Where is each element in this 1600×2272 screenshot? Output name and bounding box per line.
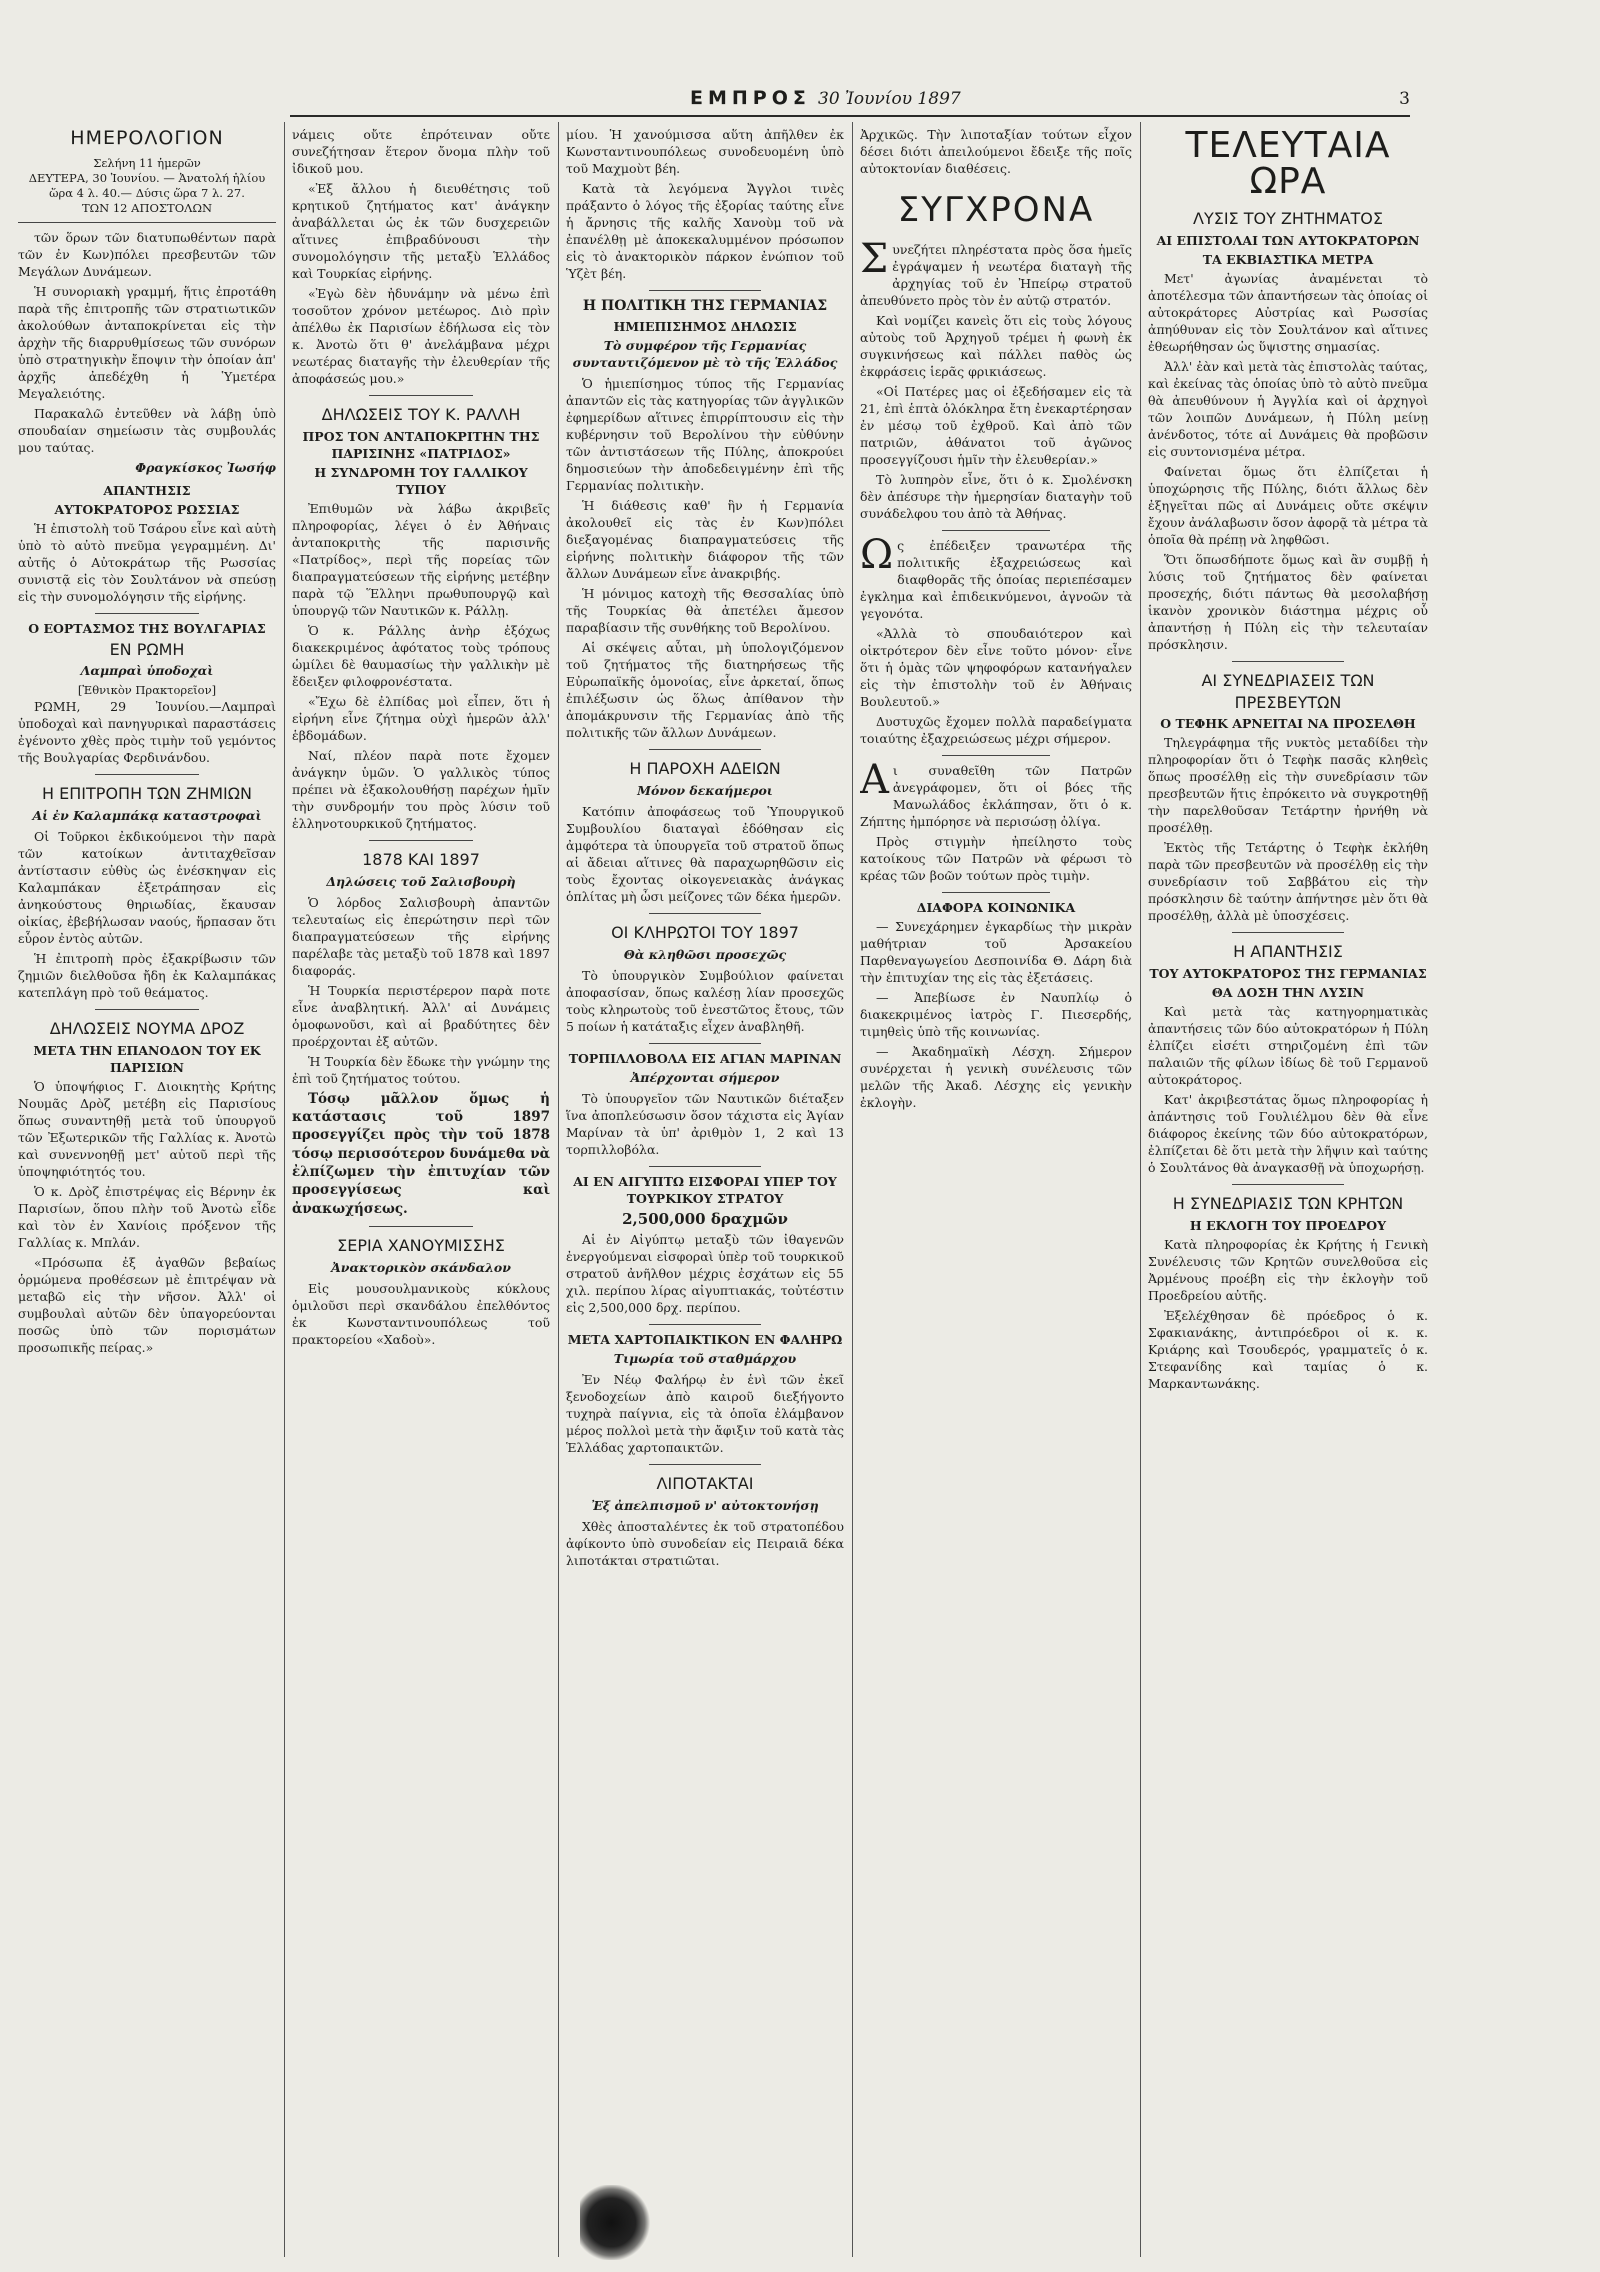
paragraph: Ὅτι ὅπωσδήποτε ὅμως καὶ ἂν συμβῇ ἡ λύσις τοῦ ζητήματος δὲν φαίνεται προσεχής, διότι πάντως θὰ μεσολαβήσῃ ἱκανὸν χρονικὸν διάστημα μέχρις οὗ ἀπαντήσῃ ἡ Πύλη εἰς τὴν τελευταίαν πρόσκλησιν. <box>1148 551 1428 652</box>
paragraph: Ἡ ἐπιστολὴ τοῦ Τσάρου εἶνε καὶ αὐτὴ ὑπὸ τὸ αὐτὸ πνεῦμα γεγραμμένη. Δι' αὐτῆς ὁ Αὐτοκράτωρ τῆς Ρωσσίας συνιστᾷ εἰς τὸν Σουλτάνον νὰ σπεύσῃ εἰς τὴν συνομολόγησιν τῆς εἰρήνης. <box>18 520 276 604</box>
column-rule <box>558 122 559 2257</box>
section-subheading: ΤΟΥ ΑΥΤΟΚΡΑΤΟΡΟΣ ΤΗΣ ΓΕΡΜΑΝΙΑΣ <box>1149 966 1427 981</box>
section-subheading: Η ΕΚΛΟΓΗ ΤΟΥ ΠΡΟΕΔΡΟΥ <box>1189 1217 1387 1233</box>
divider <box>1232 932 1344 933</box>
section-subheading: ΘΑ ΔΟΣΗ ΤΗΝ ΛΥΣΙΝ <box>1211 985 1365 1000</box>
divider <box>649 1464 760 1465</box>
paragraph: Ἐκτὸς τῆς Τετάρτης ὁ Τεφὴκ ἐκλήθη παρὰ τῶν πρεσβευτῶν νὰ προσέλθῃ εἰς τὴν συνεδρίασιν τοῦ Σαββάτου εἰς τὴν πρόσκλησιν δὲ ταύτην ἀπήντησε μὲν ὅτι θὰ προσέλθῃ, ἀλλὰ μὲ ὑποσχέσεις. <box>1148 840 1428 924</box>
calendar-line: Σελήνη 11 ἡμερῶν <box>93 155 201 170</box>
section-heading: Η ΑΠΑΝΤΗΣΙΣ <box>1233 942 1343 962</box>
paragraph: τῶν ὅρων τῶν διατυπωθέντων παρὰ τῶν ἐν Κων)πόλει πρεσβευτῶν τῶν Μεγάλων Δυνάμεων. <box>18 229 276 279</box>
column-rule <box>852 122 853 2257</box>
divider <box>95 613 198 614</box>
paragraph: Ἐπιθυμῶν νὰ λάβω ἀκριβεῖς πληροφορίας, λέγει ὁ ἐν Ἀθήναις ἀνταποκριτὴς τῆς παρισινῆς «Πατρίδος», περὶ τῆς πορείας τῶν διαπραγματεύσεων τῆς εἰρήνης μετέβην παρὰ τῷ Ἕλληνι πρωθυπουργῷ καὶ ὑπουργῷ τῶν Ναυτικῶν κ. Ράλλῃ. <box>292 500 550 618</box>
section-heading: 1878 ΚΑΙ 1897 <box>362 849 480 869</box>
paragraph: νάμεις οὔτε ἐπρότειναν οὔτε συνεζήτησαν ἕτερον ὄνομα πλὴν τοῦ ἰδικοῦ μου. <box>292 127 550 176</box>
divider <box>649 290 760 291</box>
paragraph: Χθὲς ἀποσταλέντες ἐκ τοῦ στρατοπέδου ἀφίκοντο ὑπὸ συνοδείαν εἰς Πειραιᾶ δέκα λιποτάκται στρατιῶται. <box>566 1518 844 1568</box>
drop-cap: Α <box>860 757 889 804</box>
paragraph: Φαίνεται ὅμως ὅτι ἐλπίζεται ἡ ὑποχώρησις τῆς Πύλης, διότι ἄλλως δὲν ἐξηγεῖται πῶς αἱ Δυνάμεις οὔτε σκέψιν ἔχουν ἀνάλαβωσιν ὅσον ἀφορᾷ τὰ μέτρα τὰ ὁποῖα θὰ πρέπῃ νὰ ληφθῶσι. <box>1148 463 1428 547</box>
calendar-line: ΔΕΥΤΕΡΑ, 30 Ἰουνίου. — Ἀνατολή ἡλίου ὥρα 4 λ. 40.— Δύσις ὥρα 7 λ. 27. <box>28 170 266 200</box>
section-heading: ΔΙΑΦΟΡΑ ΚΟΙΝΩΝΙΚΑ <box>916 900 1076 916</box>
page-number: 3 <box>1399 89 1410 109</box>
section-heading: Η ΠΑΡΟΧΗ ΑΔΕΙΩΝ <box>629 759 781 779</box>
section-subheading: ΤΑ ΕΚΒΙΑΣΤΙΚΑ ΜΕΤΡΑ <box>1202 251 1374 267</box>
divider <box>942 892 1051 893</box>
paragraph: «Πρόσωπα ἐξ ἀγαθῶν βεβαίως ὁρμώμενα προθέσεων μὲ ἐπιτρέψαν νὰ μεταβῶ εἰς τὴν νῆσον. Ἀλλ' οἱ συμβουλαὶ αὐτῶν δὲν ὑπαγορεύονται ποσῶς ὑπὸ τῶν πορισμάτων προσωπικῆς πείρας.» <box>18 1254 276 1355</box>
paragraph: Καὶ μετὰ τὰς κατηγορηματικὰς ἀπαντήσεις τῶν δύο αὐτοκρατόρων ἡ Πύλη ἐλπίζει εἰσέτι στηριζομένη ἐπὶ τῶν παλαιῶν τῆς φίλων ἰδίως δὲ τοῦ Γερμανοῦ αὐτοκράτορος. <box>1148 1004 1428 1087</box>
column-3 <box>566 126 844 2256</box>
section-heading: ΤΟΡΠΙΛΛΟΒΟΛΑ ΕΙΣ ΑΓΙΑΝ ΜΑΡΙΝΑΝ <box>568 1050 842 1066</box>
paragraph: Κατόπιν ἀποφάσεως τοῦ Ὑπουργικοῦ Συμβουλίου διαταγαὶ ἐδόθησαν εἰς ἀμφότερα τὰ ὑπουργεῖα τοῦ στρατοῦ ὅπως αἱ ἄδειαι αἵτινες θὰ παραχωρηθῶσιν εἰς τοὺς ἔχοντας οἰκογενειακὰς ἀνάγκας ὁπλίτας μὴ ὦσι μείζονες τῶν δέκα ἡμερῶν. <box>566 803 844 904</box>
section-lead: Δηλώσεις τοῦ Σαλισβουρὴ <box>326 873 516 889</box>
divider <box>649 749 760 750</box>
section-subheading: ΕΝ ΡΩΜΗ <box>109 639 185 659</box>
section-subheading: Ο ΤΕΦΗΚ ΑΡΝΕΙΤΑΙ ΝΑ ΠΡΟΣΕΛΘΗ <box>1160 716 1416 732</box>
section-heading: ΜΕΤΑ ΧΑΡΤΟΠΑΙΚΤΙΚΟΝ ΕΝ ΦΑΛΗΡΩ <box>567 1331 843 1347</box>
paragraph: Τόσῳ μᾶλλον ὅμως ἡ κατάστασις τοῦ 1897 προσεγγίζει πρὸς τὴν τοῦ 1878 τόσῳ περισσότερον δυνάμεθα νὰ ἐλπίζωμεν τὴν ἐπιτυχίαν τῶν προσεγγίσεως καὶ ἀνακωχήσεως. <box>292 1090 550 1217</box>
paragraph <box>860 532 1132 622</box>
paragraph: Ἀλλ' ἐὰν καὶ μετὰ τὰς ἐπιστολὰς ταύτας, καὶ ἐκείνας τὰς ὁποίας ὑπὸ τὸ αὐτὸ πνεῦμα θὰ ἀπευθύνουν ἡ Ἀγγλία καὶ οἱ ἀρχηγοὶ τῶν λοιπῶν Δυνάμεων, ἡ Πύλη μείνῃ ἀνένδοτος, τότε αἱ Δυνάμεις θὰ προβῶσιν εἰς συντονισμένα μέτρα. <box>1148 358 1428 459</box>
paragraph: «Ἔχω δὲ ἐλπίδας μοὶ εἶπεν, ὅτι ἡ εἰρήνη εἶνε ζήτημα οὐχὶ ἡμερῶν ἀλλ' ἑβδομάδων. <box>292 693 550 743</box>
paragraph: Κατὰ πληροφορίας ἐκ Κρήτης ἡ Γενικὴ Συνέλευσις τῶν Κρητῶν συνελθοῦσα εἰς Ἀρμένους προέβη εἰς τὴν ἐκλογὴν τοῦ Προεδρείου αὐτῆς. <box>1148 1236 1428 1303</box>
section-subheading: ΑΙ ΕΠΙΣΤΟΛΑΙ ΤΩΝ ΑΥΤΟΚΡΑΤΟΡΩΝ <box>1156 232 1420 248</box>
calendar-title: ΗΜΕΡΟΛΟΓΙΟΝ <box>70 127 224 149</box>
column-1 <box>18 126 276 2256</box>
paragraph-text: ς ἐπέδειξεν τρανωτέρα τῆς πολιτικῆς ἐξαχρειώσεως καὶ διαφθορᾶς τῆς ὁποίας περιεπέσαμεν ἐγκλημα καὶ ἐπιδεικνύμενοι, ἀγνοῶν τὰ γεγονότα. <box>860 538 1132 622</box>
divider <box>95 1009 198 1010</box>
section-heading: ΔΗΛΩΣΕΙΣ ΤΟΥ Κ. ΡΑΛΛΗ <box>321 405 521 424</box>
masthead <box>290 85 1410 117</box>
divider <box>1232 661 1344 662</box>
paragraph: — Συνεχάρημεν ἐγκαρδίως τὴν μικρὰν μαθήτριαν τοῦ Ἀρσακείου Παρθεναγωγείου Δεσποινίδα Θ. Δάρη διὰ τὴν ἐπιτυχίαν της εἰς τὰς ἐξετάσεις. <box>860 919 1132 986</box>
paragraph: Ἡ συνοριακὴ γραμμή, ἥτις ἐπροτάθη παρὰ τῆς ἐπιτροπῆς τῶν στρατιωτικῶν ἀκολούθων ἀνταποκρίνεται εἰς τὴν ἀρχὴν τῆς διαρρυθμίσεως τῶν συνόρων ὑπὸ στρατηγικὴν ἔποψιν τὴν ὁποίαν ἀπ' ἀρχῆς ἀπεδέχθη ἡ Ὑμετέρα Μεγαλειότης. <box>18 283 276 401</box>
paragraph: Ἐν Νέῳ Φαλήρῳ ἐν ἑνὶ τῶν ἐκεῖ ξενοδοχείων ἀπὸ καιροῦ διεξήγοντο τυχηρὰ παίγνια, εἰς τὰ ὁποῖα ἐλάμβανον μέρος πολλοὶ μετὰ τὴν ἄφιξιν τοῦ κατὰ τὰς Ἑλλάδας χαρτοπαικτῶν. <box>566 1371 844 1455</box>
divider <box>649 1166 760 1167</box>
issue-date: 30 Ἰουνίου 1897 <box>818 89 961 109</box>
section-heading: ΛΥΣΙΣ ΤΟΥ ΖΗΤΗΜΑΤΟΣ <box>1193 209 1383 228</box>
paragraph: Αἱ σκέψεις αὗται, μὴ ὑπολογιζόμενον τοῦ ζητήματος τῆς διατηρήσεως τῆς Εὐρωπαϊκῆς ὁμονοίας, εἶνε ἀρκεταί, ὅπως ἐπιλέξωσιν ὡς ὅλως ἀπίθανον τὴν ἀπομάκρυνσιν τῆς Γερμανίας ἀπὸ τῆς πολιτικῆς τῶν ἄλλων Δυνάμεων. <box>566 640 844 741</box>
divider <box>369 840 472 841</box>
paragraph: «Ἐξ ἄλλου ἡ διευθέτησις τοῦ κρητικοῦ ζητήματος κατ' ἀνάγκην ἀναβάλλεται ὡς ἐκ τῶν δυσχερειῶν αἵτινες ἐπιβραδύνουσι τὴν συνομολόγησιν τῆς μεταξὺ Ἑλλάδος καὶ Τουρκίας εἰρήνης. <box>292 181 550 281</box>
section-lead: Ἐξ ἀπελπισμοῦ ν' αὐτοκτονήσῃ <box>591 1497 819 1513</box>
section-lead: Λαμπραὶ ὑποδοχαὶ <box>80 663 214 679</box>
column-rule <box>1140 122 1141 2257</box>
paragraph: Ἡ διάθεσις καθ' ἣν ἡ Γερμανία ἀκολουθεῖ εἰς τὰς ἐν Κων)πόλει διεξαγομένας διαπραγματεύσεις τῆς εἰρήνης πολιτικὴν διάφορον τῆς τῶν ἄλλων Δυνάμεων εἶνε ἀνακριβής. <box>566 498 844 582</box>
paragraph: μίου. Ἡ χανούμισσα αὕτη ἀπῆλθεν ἐκ Κωνσταντινουπόλεως συνοδευομένη ὑπὸ τοῦ Μαχμοὺτ βέη. <box>566 127 844 176</box>
divider <box>942 530 1051 531</box>
column-rule <box>284 122 285 2257</box>
paragraph: Οἱ Τοῦρκοι ἐκδικούμενοι τὴν παρὰ τῶν κατοίκων ἀντιταχθεῖσαν ἀντίστασιν εὐθὺς ὡς ἐνέσκηψαν εἰς Καλαμπάκαν ἐξετράπησαν εἰς ἀνηκούστους θηριωδίας, ἔκαυσαν οἰκίας, ἐβεβήλωσαν ναούς, ἥρπασαν ὅτι εὗρον ἐντὸς αὐτῶν. <box>18 829 276 947</box>
column-5 <box>1148 126 1428 2256</box>
paragraph: Ἡ ἐπιτροπὴ πρὸς ἐξακρίβωσιν τῶν ζημιῶν διελθοῦσα ἤδη ἐκ Καλαμπάκας κατεπλάγη πρὸ τοῦ θεάματος. <box>18 951 276 1001</box>
paragraph: Ἡ Τουρκία δὲν ἔδωκε τὴν γνώμην της ἐπὶ τοῦ ζητήματος τούτου. <box>292 1053 550 1086</box>
column-2 <box>292 126 550 2256</box>
paragraph: Πρὸς στιγμὴν ἠπείληστο τοὺς κατοίκους τῶν Πατρῶν νὰ φέρωσι τὸ κρέας τῶν βοῶν τούτων πρὸς τιμὴν. <box>860 834 1132 884</box>
section-heading: ΔΗΛΩΣΕΙΣ ΝΟΥΜΑ ΔΡΟΖ <box>49 1019 245 1039</box>
section-title: ΤΕΛΕΥΤΑΙΑ ΩΡΑ <box>1185 126 1391 202</box>
paragraph: Δυστυχῶς ἔχομεν πολλὰ παραδείγματα τοιαύτης ἐξαχρειώσεως μέχρι σήμερον. <box>860 714 1132 747</box>
section-heading: Η ΣΥΝΕΔΡΙΑΣΙΣ ΤΩΝ ΚΡΗΤΩΝ <box>1172 1194 1404 1213</box>
paragraph: Αἱ ἐν Αἰγύπτῳ μεταξὺ τῶν ἰθαγενῶν ἐνεργούμεναι εἰσφοραὶ ὑπὲρ τοῦ τουρκικοῦ στρατοῦ ἀνῆλθον μέχρις ἐσχάτων εἰς 55 χιλ. περίπου λίρας αἰγυπτιακάς, τοὐτέστιν εἰς 2,500,000 δρχ. περίπου. <box>566 1231 844 1315</box>
divider <box>649 1043 760 1044</box>
divider <box>942 755 1051 756</box>
section-heading: ΑΙ ΕΝ ΑΙΓΥΠΤΩ ΕΙΣΦΟΡΑΙ ΥΠΕΡ ΤΟΥ ΤΟΥΡΚΙΚΟΥ ΣΤΡΑΤΟΥ <box>573 1173 837 1206</box>
paragraph: Ὁ κ. Δρὸζ ἐπιστρέψας εἰς Βέρνην ἐκ Παρισίων, ὅπου πλὴν τοῦ Ἀνοτὼ εἶδε καὶ τὸν ἐν Χανίοις πρόξενον τῆς Γαλλίας κ. Μπλάν. <box>18 1183 276 1250</box>
section-heading: ΛΙΠΟΤΑΚΤΑΙ <box>656 1473 754 1493</box>
drop-cap: Ω <box>860 532 894 579</box>
paragraph <box>860 757 1132 830</box>
calendar-line: ΤΩΝ 12 ΑΠΟΣΤΟΛΩΝ <box>81 200 213 215</box>
section-subheading: Η ΣΥΝΔΡΟΜΗ ΤΟΥ ΓΑΛΛΙΚΟΥ ΤΥΠΟΥ <box>314 464 528 497</box>
paragraph: Ἀρχικῶς. Τὴν λιποταξίαν τούτων εἶχον δέσει διότι ἀπειλούμενοι ἔδειξε τῆς ποῖς αὐτοκτονίαν διαθέσεις. <box>860 127 1132 176</box>
paragraph: Ἡ Τουρκία περιστέρερον παρὰ ποτε εἶνε ἀναβλητική. Ἀλλ' αἱ Δυνάμεις ὁμοφωνοῦσι, καὶ αἱ βραδύτητες δὲν προέρχονται ἐξ αὐτῶν. <box>292 982 550 1049</box>
section-heading: Η ΠΟΛΙΤΙΚΗ ΤΗΣ ΓΕΡΜΑΝΙΑΣ <box>582 298 828 314</box>
paragraph: Τηλεγράφημα τῆς νυκτὸς μεταδίδει τὴν πληροφορίαν ὅτι ὁ Τεφὴκ πασᾶς κληθεὶς ὅπως προσέλθῃ εἰς τὴν συνεδρίασιν τῶν πρεσβευτῶν ἥτις ἐπρόκειτο νὰ συγκροτηθῇ τὴν παρελθοῦσαν Τετάρτην ἠρνήθη νὰ προσέλθῃ. <box>1148 735 1428 836</box>
paragraph: Ναί, πλέον παρὰ ποτε ἔχομεν ἀνάγκην ὑμῶν. Ὁ γαλλικὸς τύπος πρέπει νὰ ἐξακολουθήσῃ παρέχων ἡμῖν τὴν συνδρομήν του πρὸς λύσιν τοῦ ἑλληνοτουρκικοῦ ζητήματος. <box>292 747 550 831</box>
section-lead: Μόνον δεκαήμεροι <box>637 782 773 798</box>
section-subheading: ΠΡΟΣ ΤΟΝ ΑΝΤΑΠΟΚΡΙΤΗΝ ΤΗΣ ΠΑΡΙΣΙΝΗΣ «ΠΑΤΡΙΔΟΣ» <box>302 428 540 461</box>
divider <box>1232 1184 1344 1185</box>
ink-blot <box>580 2185 650 2260</box>
paragraph: Μετ' ἀγωνίας ἀναμένεται τὸ ἀποτέλεσμα τῶν ἀπαντήσεων τὰς ὁποίας οἱ αὐτοκράτορες Αὐστρίας καὶ Ρωσσίας ἀπηύθυναν εἰς τὸν Σουλτάνον καὶ αἵτινες ἐθεωρήθησαν ὡς ὕψιστης σημασίας. <box>1148 270 1428 354</box>
divider <box>95 774 198 775</box>
section-lead: Τιμωρία τοῦ σταθμάρχου <box>613 1350 797 1366</box>
section-lead: 2,500,000 δραχμῶν <box>622 1209 788 1228</box>
section-subheading: ΑΥΤΟΚΡΑΤΟΡΟΣ ΡΩΣΣΙΑΣ <box>54 501 240 517</box>
section-banner: ΣΥΓΧΡΟΝΑ <box>897 190 1095 230</box>
section-heading: Ο ΕΟΡΤΑΣΜΟΣ ΤΗΣ ΒΟΥΛΓΑΡΙΑΣ <box>28 620 266 636</box>
section-heading: ΑΙ ΣΥΝΕΔΡΙΑΣΕΙΣ ΤΩΝ ΠΡΕΣΒΕΥΤΩΝ <box>1201 670 1375 712</box>
paragraph: Παρακαλῶ ἐντεῦθεν νὰ λάβῃ ὑπὸ σπουδαίαν σημείωσιν τὰς συμβουλάς μου ταύτας. <box>18 405 276 455</box>
paragraph: Τὸ λυπηρὸν εἶνε, ὅτι ὁ κ. Σμολένσκη δὲν ἀπέσυρε τὴν ἡμερησίαν διαταγὴν τοῦ συνάδελφου του ἀπὸ τὰ Ἀθήνας. <box>860 472 1132 522</box>
section-heading: Η ΕΠΙΤΡΟΠΗ ΤΩΝ ΖΗΜΙΩΝ <box>42 784 252 804</box>
section-lead: Τὸ συμφέρον τῆς Γερμανίας συνταυτιζόμενον μὲ τὸ τῆς Ἑλλάδος <box>572 338 838 371</box>
signature: Φραγκίσκος Ἰωσήφ <box>135 459 276 475</box>
column-4 <box>860 126 1132 2256</box>
paragraph: «Ἀλλὰ τὸ σπουδαιότερον καὶ οἰκτρότερον δὲν εἶνε τοῦτο μόνον· εἶνε ὅτι ἡ ὁμὰς τῶν ψηφοφόρων κατανήγαλεν εἰς τὴν ἐπιστολὴν τοῦ ἐν Ἀθήναις Βουλευτοῦ.» <box>860 626 1132 710</box>
divider <box>18 222 276 223</box>
paragraph: Ὁ κ. Ράλλης ἀνὴρ ἐξόχως διακεκριμένος ἀφότατος τοὺς τρόπους ὡμίλει δὲ θαυμασίως τὴν γαλλικὴν μὲ ἔδειξεν φιλοφρονέστατα. <box>292 622 550 689</box>
section-lead: Αἱ ἐν Καλαμπάκᾳ καταστροφαὶ <box>32 808 262 824</box>
paragraph: «Ἐγὼ δὲν ἠδυνάμην νὰ μένω ἐπὶ τοσοῦτον χρόνον μετέωρος. Διὸ πρὶν ἀπέλθω ἐκ Παρισίων ἐδήλωσα εἰς τὸν κ. Ἀνοτὼ ὅτι θ' ἀνελάμβανα μέχρι νεωτέρας διαταγῆς τὴν ἐλευθερίαν τῆς ἀποφάσεώς μου.» <box>292 286 550 386</box>
paragraph <box>860 236 1132 309</box>
divider <box>649 1324 760 1325</box>
paragraph: — Ἀπεβίωσε ἐν Ναυπλίῳ ὁ διακεκριμένος ἰατρὸς Γ. Πιεσερδής, τιμηθεὶς ὑπὸ τῆς κοινωνίας. <box>860 990 1132 1040</box>
paragraph: Καὶ νομίζει κανεὶς ὅτι εἰς τοὺς λόγους αὐτοὺς τοῦ Ἀρχηγοῦ τρέμει ἡ φωνὴ ἐκ συγκινήσεως καὶ πάλλει παθὸς ὡς ἐκφράσεις ἱερᾶς φρικιάσεως. <box>860 313 1132 380</box>
paragraph-text: ι συναθεῖθη τῶν Πατρῶν ἀνεγράφομεν, ὅτι οἱ βόες τῆς Μανωλάδος ἐκλάπησαν, ὅτι ὁ κ. Ζήπτης ἠμπόρησε νὰ περισώσῃ ὀλίγα. <box>860 763 1132 830</box>
paragraph: Κατὰ τὰ λεγόμενα Ἄγγλοι τινὲς πράξαντο ὁ λόγος τῆς ἐξορίας ταύτης εἶνε ἡ ἄρνησις τῆς καλῆς Χανοὺμ τοῦ νὰ ἐπανέλθῃ μὲ ἀποκεκαλυμμένον πρόσωπον εἰς τὸ ἀνακτορικὸν πάρκον ἐνώπιον τοῦ Ὑζὲτ βέη. <box>566 181 844 281</box>
paragraph: Τὸ ὑπουργικὸν Συμβούλιον φαίνεται ἀποφασίσαν, ὅπως καλέσῃ λίαν προσεχῶς τοὺς κληρωτοὺς τοῦ ἐνεστῶτος ἔτους, τῶν 5 ποίων ἡ κατάταξις εἶχεν ἀναβληθῆ. <box>566 967 844 1034</box>
divider <box>369 395 472 396</box>
section-heading: ΑΠΑΝΤΗΣΙΣ <box>103 482 191 498</box>
paragraph: ΡΩΜΗ, 29 Ἰουνίου.—Λαμπραὶ ὑποδοχαὶ καὶ πανηγυρικαὶ παραστάσεις ἐγένοντο χθὲς πρὸς τιμὴν τοῦ γεμόντος τῆς Βουλγαρίας Φερδινάνδου. <box>18 699 276 766</box>
paragraph: Ἐξελέχθησαν δὲ πρόεδρος ὁ κ. Σφακιανάκης, ἀντιπρόεδροι οἱ κ. κ. Κριάρης καὶ Τσουδερός, γραμματεῖς ὁ κ. Στεφανίδης καὶ ταμίας ὁ κ. Μαρκαντωνάκης. <box>1148 1307 1428 1391</box>
paragraph: Ὁ ἡμιεπίσημος τύπος τῆς Γερμανίας ἀπαντῶν εἰς τὰς κατηγορίας τῶν ἀγγλικῶν ἐφημερίδων αἵτινες ἐπιρρίπτουσιν εἰς τὴν κυβέρνησιν τοῦ Βερολίνου τὴν εὐθύνην τῶν ἀντιστάσεων τῆς Πύλης, ἀποκρούει δημοσιεύων τὴν ἀποδεδειγμένην ἐπὶ τῆς Γερμανίας πολιτικὴν. <box>566 376 844 494</box>
paragraph: Εἰς μουσουλμανικοὺς κύκλους ὁμιλοῦσι περὶ σκανδάλου ἐπελθόντος ἐκ Κωνσταντινουπόλεως τοῦ πρακτορείου «Χαδοὺ». <box>292 1280 550 1347</box>
paper-name: ΕΜΠΡΟΣ <box>690 87 811 109</box>
section-lead: Ἀνακτορικὸν σκάνδαλον <box>331 1259 511 1275</box>
section-heading: ΟΙ ΚΛΗΡΩΤΟΙ ΤΟΥ 1897 <box>611 922 799 942</box>
section-lead: Θὰ κληθῶσι προσεχῶς <box>623 946 787 962</box>
divider <box>369 1226 472 1227</box>
paragraph: Ὁ λόρδος Σαλισβουρὴ ἀπαντῶν τελευταίως εἰς ἐπερώτησιν περὶ τῶν διαπραγματεύσεων τῆς εἰρήνης παρέλαβε τὰς μεταξὺ τοῦ 1878 καὶ 1897 διαφοράς. <box>292 894 550 978</box>
section-subheading: ΜΕΤΑ ΤΗΝ ΕΠΑΝΟΔΟΝ ΤΟΥ ΕΚ ΠΑΡΙΣΙΩΝ <box>33 1042 261 1075</box>
drop-cap: Σ <box>860 236 889 283</box>
paragraph: Ὁ ὑποψήφιος Γ. Διοικητὴς Κρήτης Νουμᾶς Δρὸζ μετέβη εἰς Παρισίους ὅπως συναντηθῇ μετὰ τοῦ ὑπουργοῦ τῶν Ἐξωτερικῶν τῆς Γαλλίας κ. Ἀνοτὼ καὶ συνεννοηθῇ μετ' αὐτοῦ περὶ τῆς ὑποψηφιότητός του. <box>18 1078 276 1179</box>
paragraph: — Ἀκαδημαϊκὴ Λέσχη. Σήμερον συνέρχεται ἡ γενικὴ συνέλευσις τῶν μελῶν τῆς Ἀκαδ. Λέσχης εἰς γενικὴν ἐκλογὴν. <box>860 1044 1132 1111</box>
section-lead: Ἀπέρχονται σήμερον <box>630 1069 780 1085</box>
divider <box>649 913 760 914</box>
paragraph: «Οἱ Πατέρες μας οἱ ἐξεδήσαμεν εἰς τὰ 21, ἐπὶ ἑπτὰ ὁλόκληρα ἔτη ἐνεκαρτέρησαν ἐν μέσῳ τοῦ ἐχθροῦ. Καὶ ἀπὸ τῶν πατριῶν, ἀθάνατοι τοῦ ἀγῶνος προσεγγίζουσι ἡμῖν τὴν ἐλευθερίαν.» <box>860 384 1132 468</box>
paragraph: Τὸ ὑπουργεῖον τῶν Ναυτικῶν διέταξεν ἵνα ἀποπλεύσωσιν ὅσον τάχιστα εἰς Ἁγίαν Μαρίναν τὰ ὑπ' ἀριθμὸν 1, 2 καὶ 13 τορπιλλοβόλα. <box>566 1090 844 1157</box>
paragraph: Κατ' ἀκριβεστάτας ὅμως πληροφορίας ἡ ἀπάντησις τοῦ Γουλιέλμου δὲν θὰ εἶνε διάφορος ἐκείνης τῶν δύο αὐτοκρατόρων, ἐλπίζεται δὲ ὅτι μετὰ τὴν λῆψιν καὶ ταύτης ὁ Σουλτάνος θὰ ἀναγκασθῇ νὰ ὑποχωρήσῃ. <box>1148 1092 1428 1175</box>
news-source: [Ἐθνικὸν Πρακτορεῖον] <box>77 683 217 698</box>
paragraph-text: υνεζήτει πληρέστατα πρὸς ὅσα ἡμεῖς ἐγράψαμεν ἡ νεωτέρα διαταγὴ τῆς ἀρχηγίας τοῦ ἐν Ἠπείρῳ στρατοῦ ἀπευθύνετο πρὸς τὸν ἐν αὐτῷ στρατόν. <box>860 242 1132 309</box>
section-heading: ΣΕΡΙΑ ΧΑΝΟΥΜΙΣΣΗΣ <box>337 1236 505 1256</box>
section-subheading: ΗΜΙΕΠΙΣΗΜΟΣ ΔΗΛΩΣΙΣ <box>613 319 797 335</box>
paragraph: Ἡ μόνιμος κατοχὴ τῆς Θεσσαλίας ὑπὸ τῆς Τουρκίας θὰ ἀπετέλει ἄμεσον παραβίασιν τῆς συνθήκης τοῦ Βερολίνου. <box>566 586 844 636</box>
